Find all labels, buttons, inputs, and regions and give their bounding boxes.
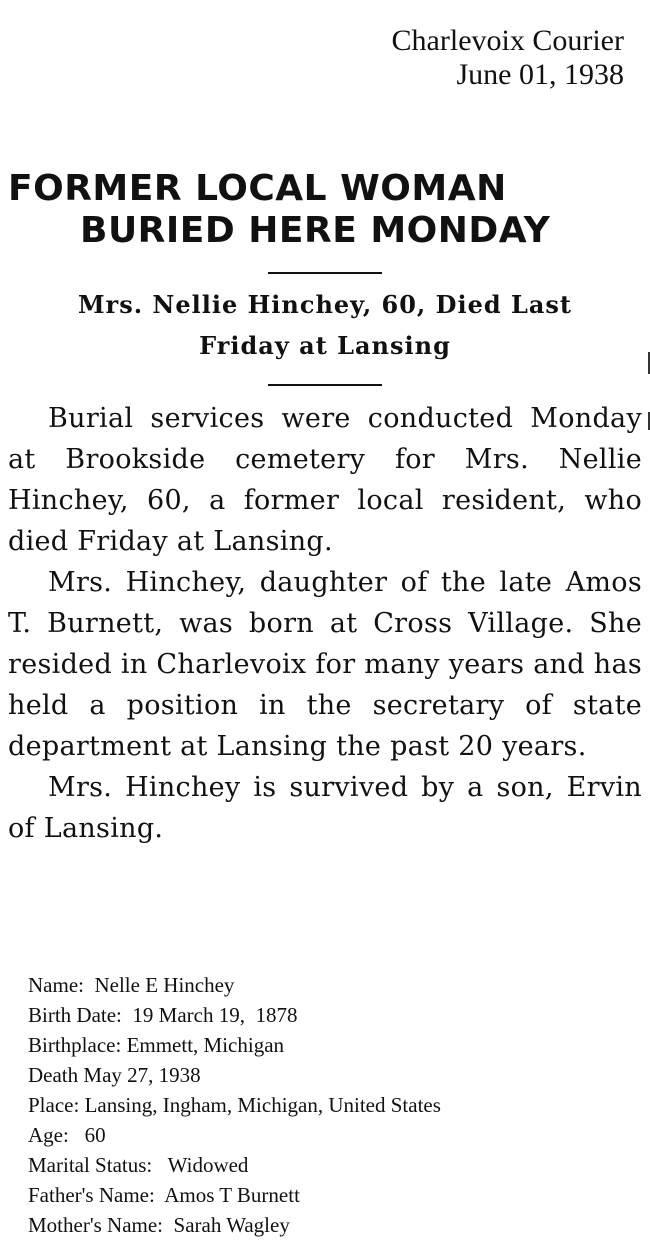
record-label: Birthplace: xyxy=(28,1033,122,1057)
divider-rule-bottom xyxy=(268,384,382,386)
record-row-death xyxy=(28,1060,441,1090)
subhead-line-1: Mrs. Nellie Hinchey, 60, Died Last xyxy=(77,290,573,319)
divider-rule-top xyxy=(268,272,382,274)
record-label: Age: xyxy=(28,1123,69,1147)
record-row-mother xyxy=(28,1210,441,1240)
record-row-marital-status xyxy=(28,1150,441,1180)
record-value: Amos T Burnett xyxy=(164,1183,300,1207)
paragraph-burial: Burial services were conducted Monday at Brookside cemetery for Mrs. Nellie Hinchey, 60, a former local resident, who died Friday at Lansing. xyxy=(8,403,642,557)
article-body xyxy=(8,398,642,849)
record-label: Name: xyxy=(28,973,84,997)
record-value: Lansing, Ingham, Michigan, United States xyxy=(84,1093,441,1117)
record-label: Marital Status: xyxy=(28,1153,153,1177)
record-row-name xyxy=(28,970,441,1000)
record-value: Sarah Wagley xyxy=(173,1213,290,1237)
record-value: 19 March 19, 1878 xyxy=(132,1003,298,1027)
headline-line-1: FORMER LOCAL WOMAN xyxy=(8,168,507,209)
record-label: Birth Date: xyxy=(28,1003,122,1027)
record-label: Place: xyxy=(28,1093,80,1117)
newspaper-source xyxy=(392,24,624,92)
article-subhead xyxy=(8,284,642,366)
record-label: Death xyxy=(28,1063,79,1087)
record-row-birthplace xyxy=(28,1030,441,1060)
record-row-birth-date xyxy=(28,1000,441,1030)
record-value: 60 xyxy=(84,1123,106,1147)
article-headline xyxy=(8,168,642,252)
paragraph-biography: Mrs. Hinchey, daughter of the late Amos T. Burnett, was born at Cross Village. She resided in Charlevoix for many years and has held a position in the secretary of state department at Lansing the past 20 years. xyxy=(8,567,642,762)
record-value: Widowed xyxy=(167,1153,249,1177)
record-row-place xyxy=(28,1090,441,1120)
genealogy-record xyxy=(28,970,441,1240)
record-value: May 27, 1938 xyxy=(83,1063,201,1087)
publication-name: Charlevoix Courier xyxy=(391,24,624,57)
record-row-age xyxy=(28,1120,441,1150)
headline-line-2: BURIED HERE MONDAY xyxy=(80,210,551,251)
record-label: Father's Name: xyxy=(28,1183,155,1207)
publication-date: June 01, 1938 xyxy=(456,58,624,91)
record-label: Mother's Name: xyxy=(28,1213,164,1237)
subhead-line-2: Friday at Lansing xyxy=(199,331,451,360)
record-value: Nelle E Hinchey xyxy=(94,973,235,997)
record-value: Emmett, Michigan xyxy=(126,1033,285,1057)
record-row-father xyxy=(28,1180,441,1210)
paragraph-survivors: Mrs. Hinchey is survived by a son, Ervin of Lansing. xyxy=(8,772,642,844)
